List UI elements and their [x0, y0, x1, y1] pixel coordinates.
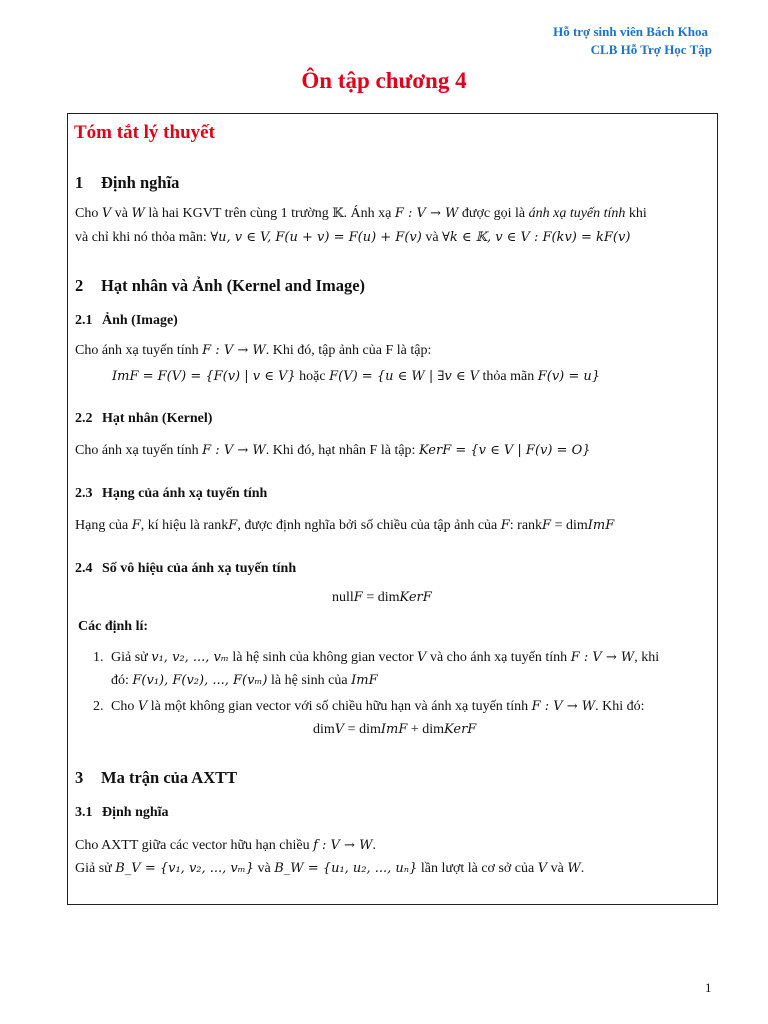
list-number: 2.	[93, 699, 104, 714]
text: lần lượt là cơ sở của	[417, 861, 538, 876]
math-map: F : V → W	[570, 650, 635, 665]
text: null	[332, 590, 354, 605]
matrix-definition-line-2	[75, 861, 584, 877]
theorem-1-line-2	[111, 673, 378, 689]
text: , kí hiệu là rank	[140, 518, 229, 533]
section-number: 1	[75, 173, 84, 192]
text: = dim	[362, 590, 400, 605]
subsection-number: 3.1	[75, 805, 93, 820]
math-image-set-alt: F(V) = {u ∈ W | ∃v ∈ V	[329, 369, 480, 384]
text: đó:	[111, 673, 133, 688]
text: = dim	[551, 518, 588, 533]
math-f: F	[228, 518, 238, 533]
rank-definition-line	[75, 518, 614, 534]
math-additivity: ∀u, v ∈ V, F(u + v) = F(u) + F(v)	[210, 230, 422, 245]
text: thỏa mãn	[479, 369, 538, 384]
section-3-heading	[75, 768, 237, 788]
kernel-definition-line	[75, 443, 591, 459]
text: Cho ánh xạ tuyến tính	[75, 343, 203, 358]
math-v: V	[417, 650, 427, 665]
subsection-2-2-heading	[75, 411, 212, 427]
subsection-number: 2.3	[75, 486, 93, 501]
math-images: F(v₁), F(v₂), ..., F(vₘ)	[132, 673, 268, 688]
math-w: W	[131, 206, 145, 221]
image-formula	[112, 369, 600, 385]
math-kernel-set: KerF = {v ∈ V | F(v) = O}	[418, 443, 591, 458]
math-basis-v: B_V = {v₁, v₂, ..., vₘ}	[115, 861, 255, 876]
section-2-heading	[75, 276, 365, 296]
text: . Khi đó, hạt nhân F là tập:	[265, 443, 419, 458]
image-definition-line	[75, 343, 431, 359]
summary-box	[67, 113, 718, 905]
math-map: F : V → W	[394, 206, 459, 221]
header-line-2: CLB Hỗ Trợ Học Tập	[590, 42, 712, 57]
summary-box-title: Tóm tắt lý thuyết	[74, 122, 215, 143]
math-f: F	[131, 518, 141, 533]
subsection-title: Hạt nhân (Kernel)	[102, 411, 213, 426]
page-title: Ôn tập chương 4	[301, 68, 467, 93]
math-v: V	[334, 722, 345, 737]
subsection-title: Hạng của ánh xạ tuyến tính	[102, 486, 268, 501]
subsection-title: Số vô hiệu của ánh xạ tuyến tính	[102, 561, 297, 576]
subsection-number: 2.4	[75, 561, 93, 576]
text: là một không gian vector với số chiều hữu hạn và ánh xạ tuyến tính	[147, 699, 532, 714]
text: dim	[313, 722, 335, 737]
dimension-theorem-formula	[313, 722, 476, 738]
subsection-title: Ảnh (Image)	[102, 313, 178, 328]
text: được gọi là	[458, 206, 529, 221]
list-number: 1.	[93, 650, 104, 665]
text: và	[111, 206, 132, 221]
math-imf: ImF	[380, 722, 408, 737]
theorems-heading: Các định lí:	[78, 619, 149, 634]
section-number: 2	[75, 276, 84, 295]
subsection-number: 2.1	[75, 313, 93, 328]
text: là hệ sinh của	[267, 673, 352, 688]
math-kerf: KerF	[444, 722, 477, 737]
math-v: V	[537, 861, 548, 876]
text: và	[421, 230, 443, 245]
math-f: F	[542, 518, 552, 533]
math-map: f : V → W	[313, 838, 373, 853]
text: . Ánh xạ	[343, 206, 395, 221]
math-vectors: v₁, v₂, ..., vₘ	[151, 650, 229, 665]
section-title: Định nghĩa	[101, 173, 180, 192]
section-1-heading	[75, 173, 179, 193]
text: .	[372, 838, 376, 853]
page-number: 1	[705, 980, 712, 995]
text: và	[254, 861, 275, 876]
text: Hạng của	[75, 518, 132, 533]
text: Giả sử	[111, 650, 152, 665]
theorem-1-line-1	[93, 650, 659, 666]
subsection-number: 2.2	[75, 411, 93, 426]
math-v: V	[101, 206, 112, 221]
matrix-definition-line-1	[75, 838, 376, 854]
math-kerf: KerF	[399, 590, 432, 605]
math-imf: ImF	[351, 673, 378, 688]
nullity-formula	[332, 590, 432, 606]
definition-line-2	[75, 230, 630, 246]
math-field-k: 𝕂	[332, 206, 344, 221]
subsection-title: Định nghĩa	[102, 805, 169, 820]
text: là hai KGVT trên cùng 1 trường	[144, 206, 333, 221]
text: . Khi đó:	[595, 699, 645, 714]
math-image-set: ImF = F(V) = {F(v) | v ∈ V}	[112, 369, 296, 384]
math-homogeneity: ∀k ∈ 𝕂, v ∈ V : F(kv) = kF(v)	[442, 230, 631, 245]
theorem-2-line-1	[93, 699, 645, 715]
definition-line-1	[75, 206, 647, 222]
subsection-2-1-heading	[75, 313, 178, 329]
text: = dim	[344, 722, 381, 737]
math-w: W	[567, 861, 581, 876]
subsection-2-3-heading	[75, 486, 267, 502]
math-f: F	[353, 590, 363, 605]
text: và chỉ khi nó thỏa mãn:	[75, 230, 211, 245]
text: . Khi đó, tập ảnh của F là tập:	[265, 343, 432, 358]
subsection-2-4-heading	[75, 561, 296, 577]
section-title: Ma trận của AXTT	[101, 768, 238, 787]
text: và cho ánh xạ tuyến tính	[426, 650, 571, 665]
math-map: F : V → W	[202, 343, 266, 358]
text: hoặc	[295, 369, 330, 384]
text: Cho	[75, 206, 102, 221]
math-imf: ImF	[587, 518, 615, 533]
subsection-3-1-heading	[75, 805, 169, 821]
text: , khi	[634, 650, 660, 665]
text: , được định nghĩa bởi số chiều của tập ảnh của	[237, 518, 501, 533]
text: Cho	[111, 699, 138, 714]
math-map: F : V → W	[202, 443, 266, 458]
math-map: F : V → W	[531, 699, 596, 714]
text: .	[580, 861, 585, 876]
header-line-1: Hỗ trợ sinh viên Bách Khoa	[553, 24, 708, 39]
section-number: 3	[75, 768, 84, 787]
math-v: V	[137, 699, 148, 714]
text: Giả sử	[75, 861, 116, 876]
text: khi	[625, 206, 647, 221]
text: Cho ánh xạ tuyến tính	[75, 443, 203, 458]
emphasis-term: ánh xạ tuyến tính	[528, 206, 626, 221]
text: và	[547, 861, 568, 876]
section-title: Hạt nhân và Ảnh (Kernel and Image)	[101, 276, 366, 295]
text: là hệ sinh của không gian vector	[228, 650, 418, 665]
math-basis-w: B_W = {u₁, u₂, ..., uₙ}	[274, 861, 418, 876]
text: Cho AXTT giữa các vector hữu hạn chiều	[75, 838, 314, 853]
text: + dim	[407, 722, 445, 737]
math-f: F	[500, 518, 510, 533]
math-condition: F(v) = u}	[537, 369, 601, 384]
text: : rank	[509, 518, 543, 533]
